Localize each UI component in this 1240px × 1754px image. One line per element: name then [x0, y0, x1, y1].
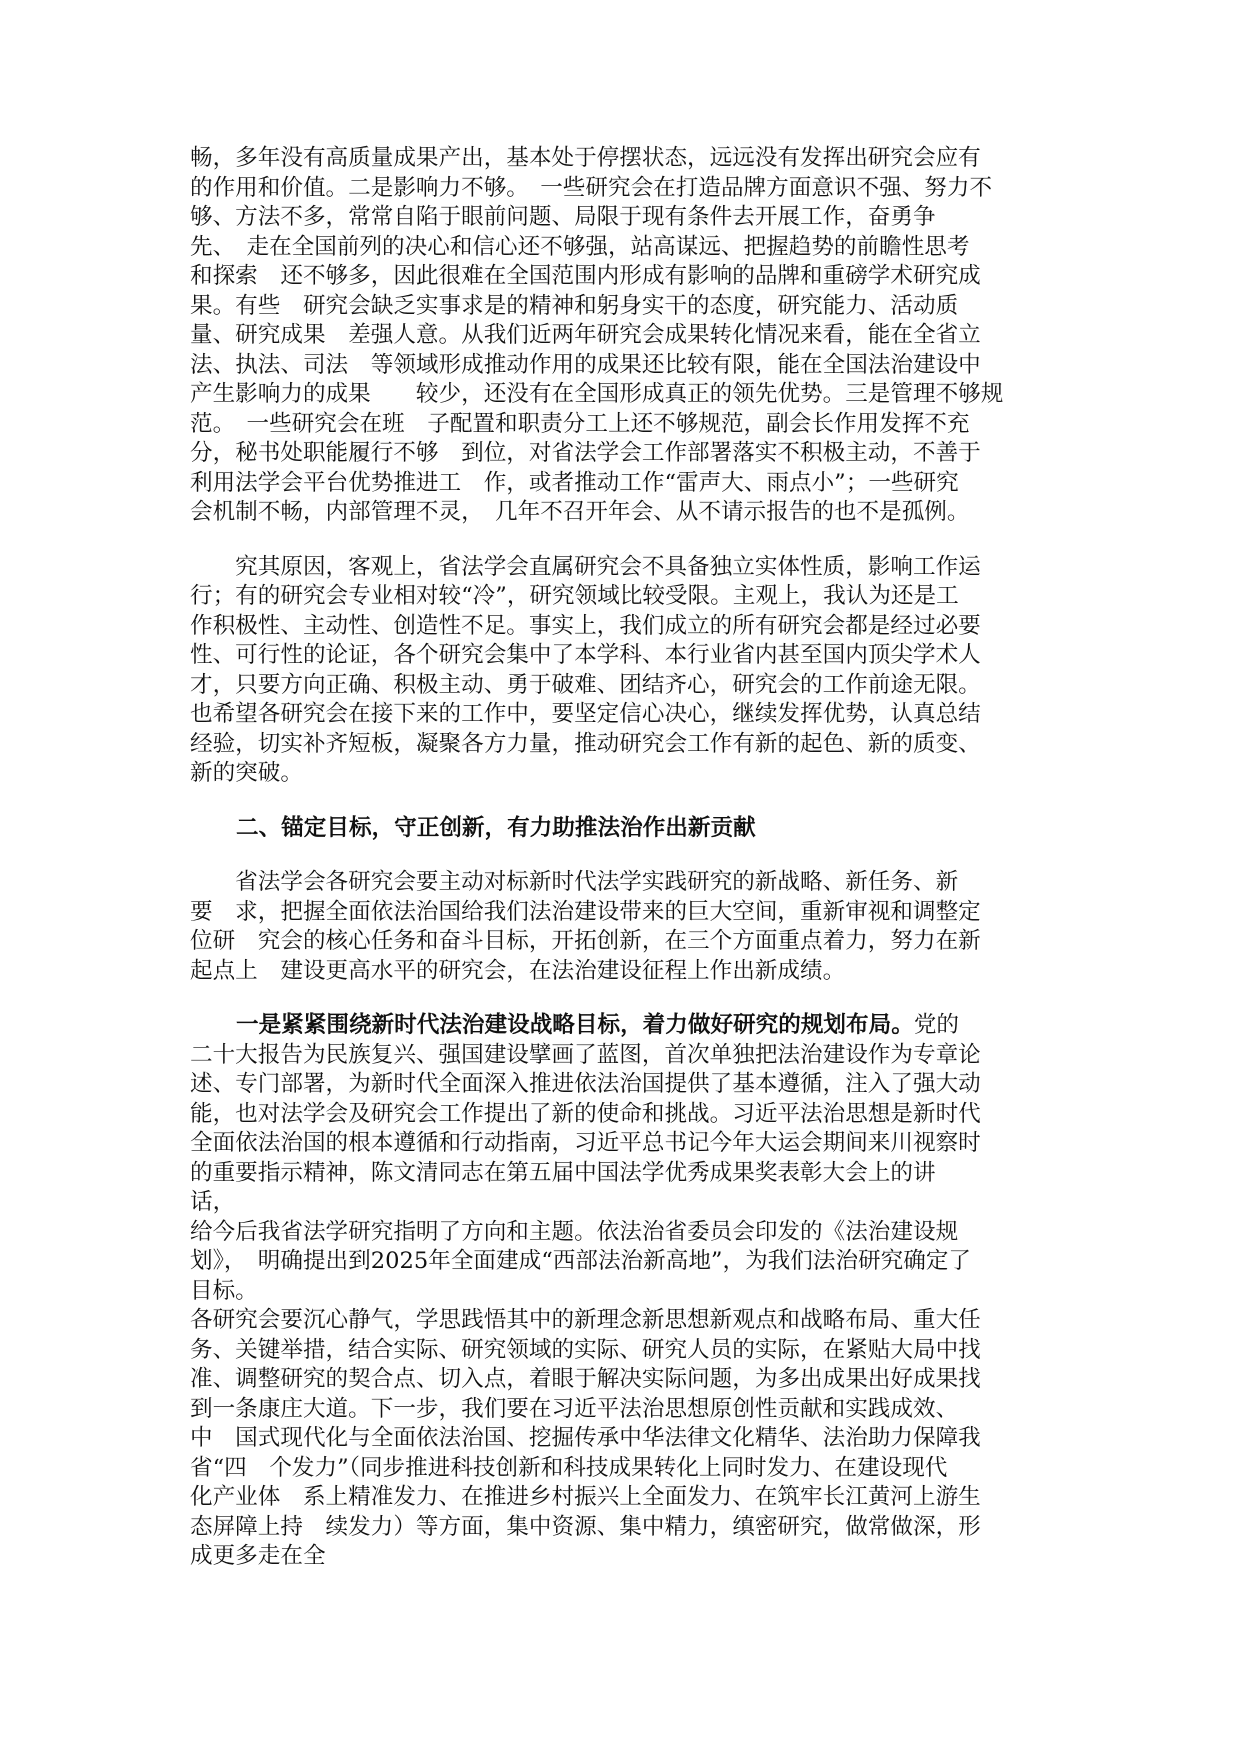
- paragraph-problems: [190, 144, 1050, 528]
- text-line: 务、关键举措，结合实际、研究领域的实际、研究人员的实际，在紧贴大局中找: [190, 1336, 981, 1363]
- text-line: 起点上 建设更高水平的研究会，在法治建设征程上作出新成绩。: [190, 957, 846, 984]
- text-line: 化产业体 系上精准发力、在推进乡村振兴上全面发力、在筑牢长江黄河上游生: [190, 1484, 981, 1510]
- text-line: 话，: [190, 1189, 236, 1215]
- text-line: 划》， 明确提出到2025年全面建成“西部法治新高地”，为我们法治研究确定了: [190, 1248, 972, 1274]
- text-line: [190, 1011, 1050, 1041]
- paragraph-gap: [190, 528, 1050, 553]
- text-line: 的重要指示精神，陈文清同志在第五届中国法学优秀成果奖表彰大会上的讲: [190, 1159, 936, 1186]
- text-line: 也希望各研究会在接下来的工作中，要坚定信心决心，继续发挥优势，认真总结: [190, 701, 981, 727]
- paragraph-gap: [190, 843, 1050, 868]
- text-line: 全面依法治国的根本遵循和行动指南，习近平总书记今年大运会期间来川视察时: [190, 1130, 981, 1156]
- text-line: 到一条康庄大道。下一步，我们要在习近平法治思想原创性贡献和实践成效、: [190, 1395, 959, 1422]
- text-line: 二十大报告为民族复兴、强国建设擘画了蓝图，首次单独把法治建设作为专章论: [190, 1041, 981, 1068]
- text-line: 准、调整研究的契合点、切入点，着眼于解决实际问题，为多出成果出好成果找: [190, 1366, 981, 1392]
- text-line: 目标。: [190, 1277, 258, 1304]
- text-line: 能，也对法学会及研究会工作提出了新的使命和挑战。习近平法治思想是新时代: [190, 1100, 981, 1127]
- text-line: 位研 究会的核心任务和奋斗目标，开拓创新，在三个方面重点着力，努力在新: [190, 928, 981, 954]
- text-line: 经验，切实补齐短板，凝聚各方力量，推动研究会工作有新的起色、新的质变、: [190, 730, 981, 757]
- text-line: 新的突破。: [190, 760, 303, 786]
- text-line: 和探索 还不够多，因此很难在全国范围内形成有影响的品牌和重磅学术研究成: [190, 263, 981, 289]
- paragraph-intro: [190, 868, 1050, 986]
- bold-lead-sentence: 一是紧紧围绕新时代法治建设战略目标，着力做好研究的规划布局。: [236, 1012, 914, 1038]
- paragraph-gap: [190, 789, 1050, 814]
- text-line: 作积极性、主动性、创造性不足。事实上，我们成立的所有研究会都是经过必要: [190, 612, 981, 639]
- text-line: 各研究会要沉心静气，学思践悟其中的新理念新思想新观点和战略布局、重大任: [190, 1307, 981, 1333]
- text-line: 行；有的研究会专业相对较“冷”，研究领域比较受限。主观上，我认为还是工: [190, 583, 959, 609]
- text-line: 省法学会各研究会要主动对标新时代法学实践研究的新战略、新任务、新: [190, 869, 959, 895]
- section-heading: 二、锚定目标，守正创新，有力助推法治作出新贡献: [236, 814, 756, 841]
- text-line: 态屏障上持 续发力）等方面，集中资源、集中精力，缜密研究，做常做深，形: [190, 1513, 981, 1540]
- text-line: 给今后我省法学研究指明了方向和主题。依法治省委员会印发的《法治建设规: [190, 1218, 959, 1245]
- text-line: 成更多走在全: [190, 1543, 326, 1569]
- text-line: 性、可行性的论证，各个研究会集中了本学科、本行业省内甚至国内顶尖学术人: [190, 642, 981, 668]
- paragraph-gap: [190, 986, 1050, 1011]
- text-line: 利用法学会平台优势推进工 作，或者推动工作“雷声大、雨点小”；一些研究: [190, 469, 959, 496]
- text-line: 法、执法、司法 等领域形成推动作用的成果还比较有限，能在全国法治建设中: [190, 351, 981, 378]
- text-line: 述、专门部署，为新时代全面深入推进依法治国提供了基本遵循，注入了强大动: [190, 1071, 981, 1097]
- text-line: 要 求，把握全面依法治国给我们法治建设带来的巨大空间，重新审视和调整定: [190, 898, 981, 925]
- text-line: 量、研究成果 差强人意。从我们近两年研究会成果转化情况来看，能在全省立: [190, 322, 981, 348]
- text-line: 范。 一些研究会在班 子配置和职责分工上还不够规范，副会长作用发挥不充: [190, 410, 970, 437]
- text-line: 分，秘书处职能履行不够 到位，对省法学会工作部署落实不积极主动，不善于: [190, 440, 981, 466]
- text-line: 省“四 个发力”（同步推进科技创新和科技成果转化上同时发力、在建设现代: [190, 1454, 948, 1481]
- paragraph-causes: [190, 553, 1050, 789]
- paragraph-first-point: [190, 1011, 1050, 1572]
- text-line: 够、方法不多，常常自陷于眼前问题、局限于现有条件去开展工作，奋勇争: [190, 204, 936, 230]
- text-line: 果。有些 研究会缺乏实事求是的精神和躬身实干的态度，研究能力、活动质: [190, 292, 959, 319]
- text-line: 才，只要方向正确、积极主动、勇于破难、团结齐心，研究会的工作前途无限。: [190, 671, 981, 698]
- text-line: 产生影响力的成果 较少，还没有在全国形成真正的领先优势。三是管理不够规: [190, 381, 1004, 407]
- text-line: 究其原因，客观上，省法学会直属研究会不具备独立实体性质，影响工作运: [190, 553, 981, 580]
- text-line: 中 国式现代化与全面依法治国、挖掘传承中华法律文化精华、法治助力保障我: [190, 1425, 981, 1451]
- text-line: 畅，多年没有高质量成果产出，基本处于停摆状态，远远没有发挥出研究会应有: [190, 145, 981, 171]
- text-line: 先、 走在全国前列的决心和信心还不够强，站高谋远、把握趋势的前瞻性思考: [190, 233, 970, 260]
- lead-sentence-rest: 党的: [913, 1012, 959, 1038]
- text-line: 会机制不畅，内部管理不灵， 几年不召开年会、从不请示报告的也不是孤例。: [190, 499, 970, 525]
- text-line: 的作用和价值。二是影响力不够。 一些研究会在打造品牌方面意识不强、努力不: [190, 174, 993, 201]
- document-body: [190, 144, 1050, 1572]
